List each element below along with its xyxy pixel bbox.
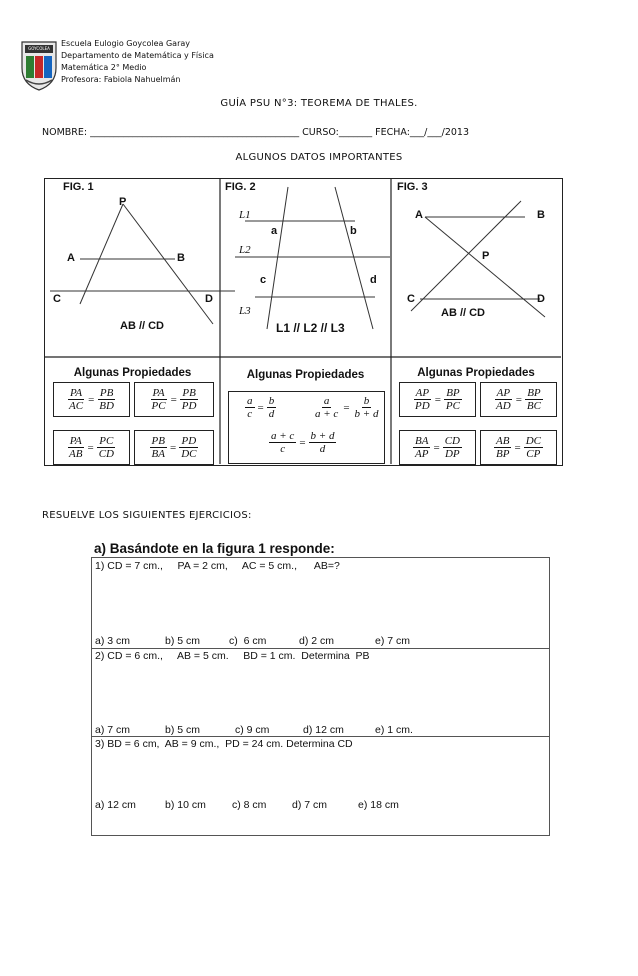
data-heading: ALGUNOS DATOS IMPORTANTES xyxy=(235,152,403,163)
fig2-segment-a: a xyxy=(271,225,278,237)
fig3-point-p: P xyxy=(482,250,490,262)
teacher-name: Profesora: Fabiola Nahuelmán xyxy=(61,75,181,84)
fig1-point-c: C xyxy=(53,293,61,305)
fig2-lines xyxy=(235,187,390,329)
fig3-point-a: A xyxy=(415,209,423,221)
fig1-property-1: $\frac{PA}{AC}$ = $\frac{PB}{BD}$ xyxy=(53,382,130,417)
department-name: Departamento de Matemática y Física xyxy=(61,51,214,60)
course-name: Matemática 2° Medio xyxy=(61,63,147,72)
exercises-box xyxy=(91,557,550,836)
exercise-divider-2 xyxy=(92,736,549,737)
exercise-1-option-d[interactable]: d) 2 cm xyxy=(299,635,335,647)
fig3-properties-title: Algunas Propiedades xyxy=(417,367,535,379)
page-title: GUÍA PSU N°3: TEOREMA DE THALES. xyxy=(220,98,418,109)
fig2-properties-title: Algunas Propiedades xyxy=(246,369,365,381)
fig1-properties-title: Algunas Propiedades xyxy=(73,367,192,379)
exercise-3-option-b[interactable]: b) 10 cm xyxy=(165,799,206,811)
fig2-segment-c: c xyxy=(260,274,267,286)
exercise-3-option-a[interactable]: a) 12 cm xyxy=(95,799,136,811)
fig3-lines xyxy=(411,201,545,317)
exercises-title: a) Basándote en la figura 1 responde: xyxy=(94,541,335,556)
fig1-property-4: $\frac{PB}{BA}$ = $\frac{PD}{DC}$ xyxy=(134,430,214,465)
fig1-label: FIG. 1 xyxy=(63,181,94,193)
fig3-point-d: D xyxy=(537,293,545,305)
fig3-property-2: $\frac{AP}{AD}$ = $\frac{BP}{BC}$ xyxy=(480,382,557,417)
exercise-1-question: 1) CD = 7 cm., PA = 2 cm, AC = 5 cm., AB=? xyxy=(95,560,340,572)
exercise-1-option-e[interactable]: e) 7 cm xyxy=(375,635,411,647)
fig2-property-1: $\frac{a}{c}$ = $\frac{b}{d}$ xyxy=(247,395,275,420)
exercise-2-question: 2) CD = 6 cm., AB = 5 cm. BD = 1 cm. Determina PB xyxy=(95,650,370,662)
fig1-property-3: $\frac{PA}{AB}$ = $\frac{PC}{CD}$ xyxy=(53,430,130,465)
fig3-property-1: $\frac{AP}{PD}$ = $\frac{BP}{PC}$ xyxy=(399,382,476,417)
school-header xyxy=(61,38,214,86)
fig2-line-l2: L2 xyxy=(239,244,251,256)
fig3-caption: AB // CD xyxy=(441,307,485,319)
fig2-caption: L1 // L2 // L3 xyxy=(276,321,345,335)
exercise-3-question: 3) BD = 6 cm, AB = 9 cm., PD = 24 cm. Determina CD xyxy=(95,738,353,750)
fig2-segment-d: d xyxy=(370,274,377,286)
student-info-line: NOMBRE: ____________________________________________ CURSO:_______ FECHA:___/___/2013 xyxy=(42,127,469,138)
fig2-line-l1: L1 xyxy=(239,209,251,221)
fig1-point-d: D xyxy=(205,293,213,305)
school-name: Escuela Eulogio Goycolea Garay xyxy=(61,39,190,48)
exercise-1-option-b[interactable]: b) 5 cm xyxy=(165,635,201,647)
fig3-property-4: $\frac{AB}{BP}$ = $\frac{DC}{CP}$ xyxy=(480,430,557,465)
exercise-1-option-a[interactable]: a) 3 cm xyxy=(95,635,131,647)
fig2-label: FIG. 2 xyxy=(225,181,256,193)
exercise-2-option-b[interactable]: b) 5 cm xyxy=(165,724,201,736)
fig1-property-2: $\frac{PA}{PC}$ = $\frac{PB}{PD}$ xyxy=(134,382,214,417)
fig3-label: FIG. 3 xyxy=(397,181,428,193)
fig2-property-2: $\frac{a}{a + c}$ = $\frac{b}{b + d}$ xyxy=(315,395,379,420)
exercise-1-option-c[interactable]: c) 6 cm xyxy=(229,635,267,647)
figures-table xyxy=(44,178,563,466)
exercise-2-option-e[interactable]: e) 1 cm. xyxy=(375,724,413,736)
exercise-2-option-c[interactable]: c) 9 cm xyxy=(235,724,270,736)
fig1-point-b: B xyxy=(177,252,185,264)
fig2-line-l3: L3 xyxy=(239,305,251,317)
fig1-point-p: P xyxy=(119,196,127,208)
exercise-2-option-d[interactable]: d) 12 cm xyxy=(303,724,344,736)
exercises-heading: RESUELVE LOS SIGUIENTES EJERCICIOS: xyxy=(42,510,252,521)
fig2-property-3: $\frac{a + c}{c}$ = $\frac{b + d}{d}$ xyxy=(271,430,335,455)
school-logo xyxy=(20,38,58,92)
exercise-2-option-a[interactable]: a) 7 cm xyxy=(95,724,131,736)
exercise-3-option-c[interactable]: c) 8 cm xyxy=(232,799,267,811)
fig3-point-b: B xyxy=(537,209,545,221)
exercise-3-option-d[interactable]: d) 7 cm xyxy=(292,799,328,811)
fig3-property-3: $\frac{BA}{AP}$ = $\frac{CD}{DP}$ xyxy=(399,430,476,465)
fig1-lines xyxy=(50,204,235,324)
fig1-point-a: A xyxy=(67,252,75,264)
exercise-divider-1 xyxy=(92,648,549,649)
fig1-caption: AB // CD xyxy=(120,320,164,332)
exercise-3-option-e[interactable]: e) 18 cm xyxy=(358,799,399,811)
fig2-segment-b: b xyxy=(350,225,357,237)
fig3-point-c: C xyxy=(407,293,415,305)
logo-text: GOYCOLEA xyxy=(28,46,50,51)
